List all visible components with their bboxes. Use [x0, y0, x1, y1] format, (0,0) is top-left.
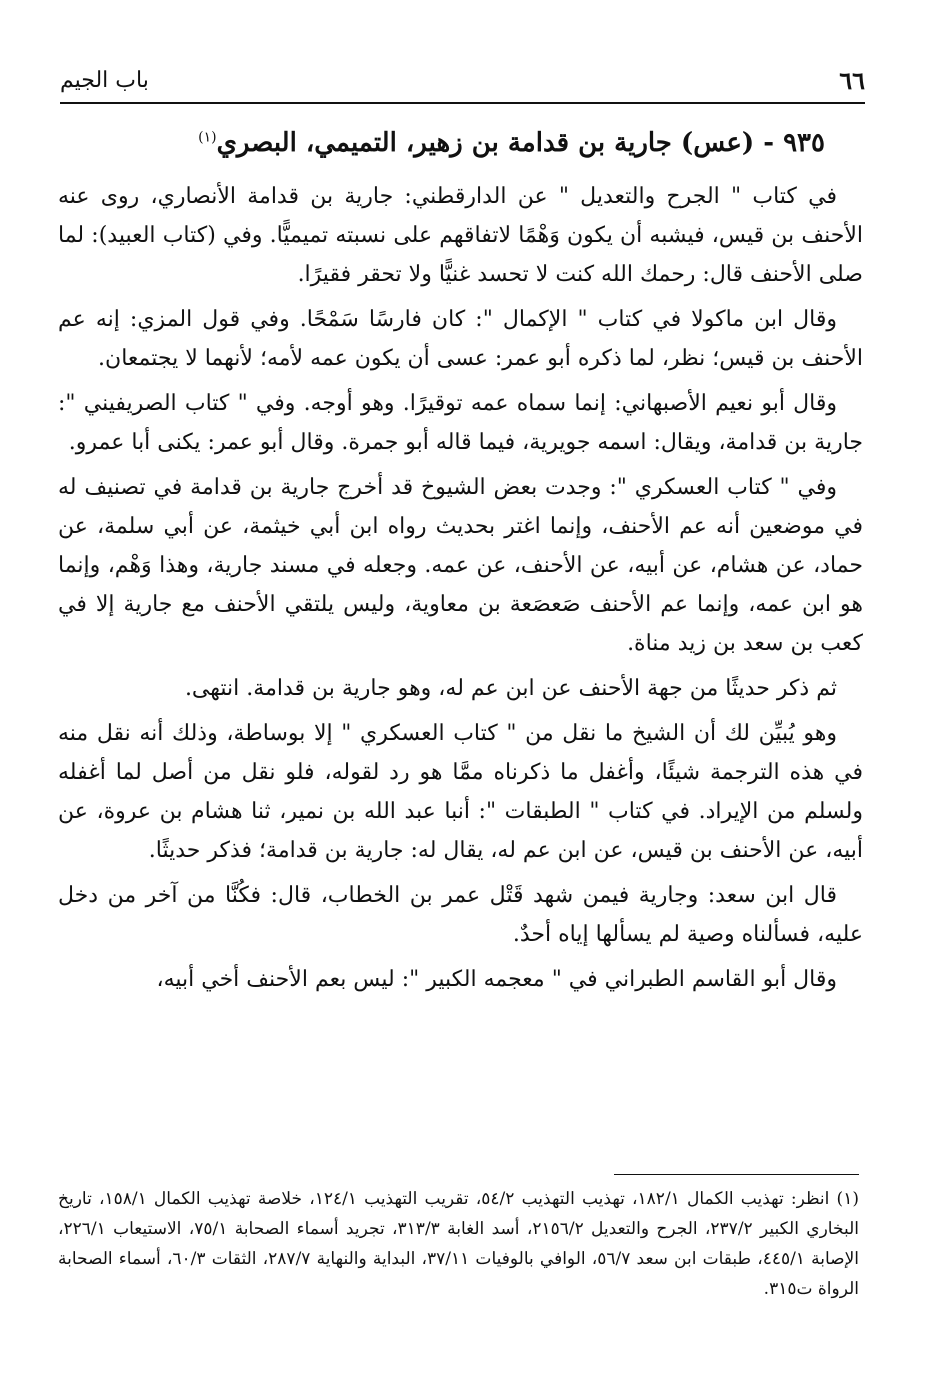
footnote-separator — [614, 1174, 859, 1175]
footnotes — [58, 1184, 859, 1304]
body-paragraph: وقال أبو القاسم الطبراني في " معجمه الكبير ": ليس بعم الأحنف أخي أبيه، — [156, 967, 837, 992]
body-paragraph: وفي " كتاب العسكري ": وجدت بعض الشيوخ قد أخرج جارية بن قدامة في تصنيف له في موضعين أنه عم الأحنف، وإنما اغتر بحديث رواه ابن أبي خيثمة، عن أبي سلمة، عن حماد، عن هشام، عن أبيه، عن الأحنف، عن عمه. وجعله في مسند جارية، وهذا وَهْم، وإنما هو ابن عمه، وإنما عم الأحنف صَعصَعة بن معاوية، وليس يلتقي الأحنف مع جارية إلا في كعب بن سعد بن زيد مناة. — [58, 475, 863, 656]
page-header — [60, 62, 865, 104]
body-paragraph: ثم ذكر حديثًا من جهة الأحنف عن ابن عم له، وهو جارية بن قدامة. انتهى. — [184, 676, 837, 701]
entry-title-text: ٩٣٥ - (عس) جارية بن قدامة بن زهير، التميمي، البصري — [216, 128, 825, 158]
footnote: (١) انظر: تهذيب الكمال ١٨٢/١، تهذيب التهذيب ٥٤/٢، تقريب التهذيب ١٢٤/١، خلاصة تهذيب الكمال ١٥٨/١، تاريخ البخاري الكبير ٢٣٧/٢، الجرح والتعديل ٢١٥٦/٢، أسد الغابة ٣١٣/٣، تجريد أسماء الصحابة ٧٥/١، الاستيعاب ٢٢٦/١، الإصابة ٤٤٥/١، طبقات ابن سعد ٥٦/٧، الوافي بالوفيات ٣٧/١١، البداية والنهاية ٢٨٧/٧، الثقات ٦٠/٣، أسماء الصحابة الرواة ت٣١٥. — [58, 1189, 859, 1299]
running-title: باب الجيم — [60, 68, 149, 93]
entry-body — [58, 177, 863, 1005]
body-paragraph: قال ابن سعد: وجارية فيمن شهد قَتْل عمر بن الخطاب، قال: فكُنَّا من آخر من دخل عليه، فسألناه وصية لم يسألها إياه أحدٌ. — [58, 883, 863, 947]
entry-title — [80, 128, 825, 158]
footnote-reference: (١) — [198, 129, 217, 146]
page-number: ٦٦ — [839, 66, 865, 95]
body-paragraph: في كتاب " الجرح والتعديل " عن الدارقطني: جارية بن قدامة الأنصاري، روى عنه الأحنف بن قيس، فيشبه أن يكون وَهْمًا لاتفاقهم على نسبته تميميًّا. وفي (كتاب العبيد): لما صلى الأحنف قال: رحمك الله كنت لا تحسد غنيًّا ولا تحقر فقيرًا. — [58, 184, 863, 287]
body-paragraph: وقال أبو نعيم الأصبهاني: إنما سماه عمه توقيرًا. وهو أوجه. وفي " كتاب الصريفيني ": جارية بن قدامة، ويقال: اسمه جويرية، فيما قاله أبو جمرة. وقال أبو عمر: يكنى أبا عمرو. — [58, 391, 863, 455]
body-paragraph: وهو يُبيِّن لك أن الشيخ ما نقل من " كتاب العسكري " إلا بوساطة، وذلك أنه نقل منه في هذه الترجمة شيئًا، وأغفل ما ذكرناه ممَّا هو رد لقوله، فلو نقل من أصل لما أغفله ولسلم من الإيراد. في كتاب " الطبقات ": أنبا عبد الله بن نمير، ثنا هشام بن عروة، عن أبيه، عن الأحنف بن قيس، عن ابن عم له، يقال له: جارية بن قدامة؛ فذكر حديثًا. — [58, 721, 863, 863]
body-paragraph: وقال ابن ماكولا في كتاب " الإكمال ": كان فارسًا سَمْحًا. وفي قول المزي: إنه عم الأحنف بن قيس؛ نظر، لما ذكره أبو عمر: عسى أن يكون عمه لأمه؛ لأنهما لا يجتمعان. — [58, 307, 863, 371]
